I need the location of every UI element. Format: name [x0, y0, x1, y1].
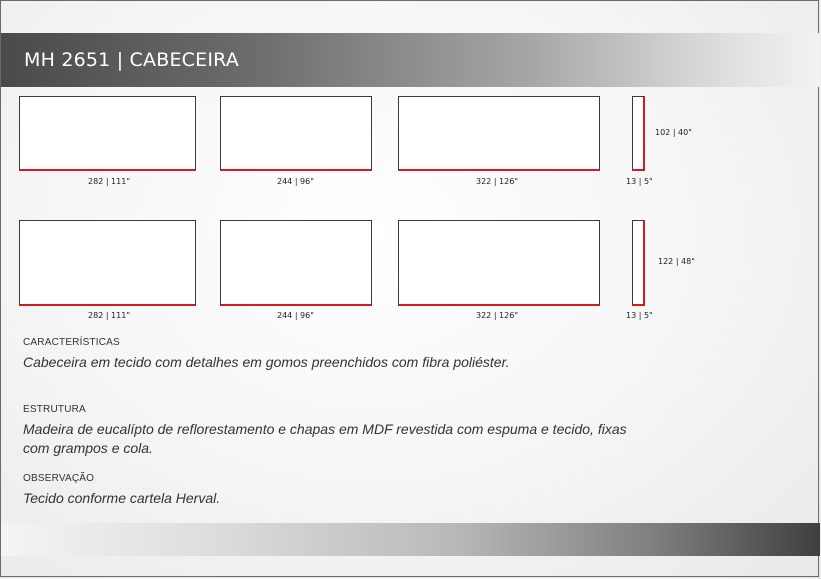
- headboard-front-282: [19, 220, 196, 306]
- dimension-label: 282 | 111": [88, 311, 130, 320]
- title-bar: [1, 33, 820, 87]
- observacao-text: Tecido conforme cartela Herval.: [23, 490, 221, 506]
- footer-bar: [1, 523, 820, 556]
- headboard-side-profile: [632, 96, 645, 171]
- dimension-label: 322 | 126": [476, 177, 518, 186]
- headboard-front-322: [398, 220, 600, 306]
- dimension-label: 244 | 96": [277, 177, 314, 186]
- estrutura-text: Madeira de eucalípto de reflorestamento e chapas em MDF revestida com espuma e tecido, fixas com grampos e cola.: [23, 421, 627, 456]
- observacao-label: OBSERVAÇÃO: [23, 473, 95, 484]
- headboard-side-profile: [632, 220, 645, 306]
- dimension-label: 13 | 5": [626, 177, 653, 186]
- page-title: MH 2651 | CABECEIRA: [24, 49, 239, 71]
- dimension-label: 282 | 111": [88, 177, 130, 186]
- estrutura-label: ESTRUTURA: [23, 404, 86, 415]
- caracteristicas-text: Cabeceira em tecido com detalhes em gomos preenchidos com fibra poliéster.: [23, 354, 510, 370]
- dimension-label: 322 | 126": [476, 311, 518, 320]
- height-label: 122 | 48": [658, 257, 695, 266]
- headboard-front-244: [220, 220, 372, 306]
- height-label: 102 | 40": [655, 128, 692, 137]
- headboard-front-282: [19, 96, 196, 171]
- headboard-front-322: [398, 96, 600, 171]
- dimension-label: 13 | 5": [626, 311, 653, 320]
- dimension-label: 244 | 96": [277, 311, 314, 320]
- headboard-front-244: [220, 96, 372, 171]
- caracteristicas-label: CARACTERÍSTICAS: [23, 337, 120, 348]
